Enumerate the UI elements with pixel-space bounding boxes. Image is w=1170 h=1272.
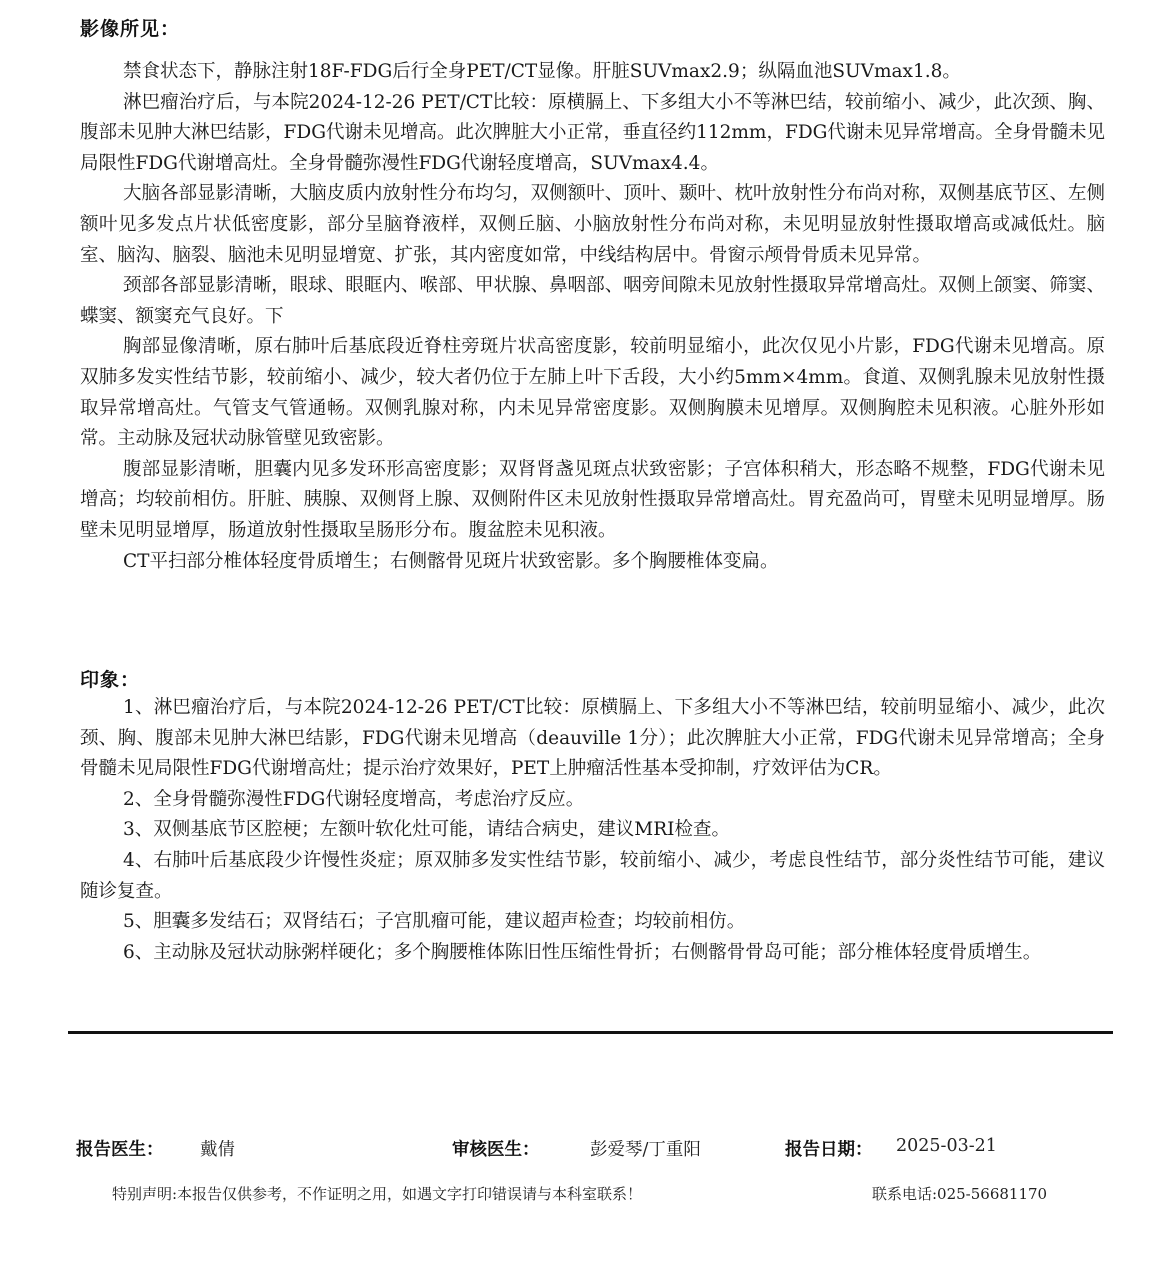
findings-section xyxy=(80,57,1105,577)
impression-item: 4、右肺叶后基底段少许慢性炎症；原双肺多发实性结节影，较前缩小、减少，考虑良性结节，部分炎性结节可能，建议随诊复查。 xyxy=(80,849,1105,902)
impression-heading: 印象： xyxy=(80,669,141,691)
findings-paragraph: 大脑各部显影清晰，大脑皮质内放射性分布均匀，双侧额叶、顶叶、颞叶、枕叶放射性分布尚对称，双侧基底节区、左侧额叶见多发点片状低密度影，部分呈脑脊液样，双侧丘脑、小脑放射性分布尚对称，未见明显放射性摄取增高或减低灶。脑室、脑沟、脑裂、脑池未见明显增宽、扩张，其内密度如常，中线结构居中。骨窗示颅骨骨质未见异常。 xyxy=(80,183,1105,266)
report-doctor-name: 戴倩 xyxy=(200,1140,235,1160)
findings-paragraph: 颈部各部显影清晰，眼球、眼眶内、喉部、甲状腺、鼻咽部、咽旁间隙未见放射性摄取异常增高灶。双侧上颌窦、筛窦、蝶窦、额窦充气良好。下 xyxy=(80,275,1105,327)
findings-heading: 影像所见： xyxy=(80,18,181,40)
impression-item: 6、主动脉及冠状动脉粥样硬化；多个胸腰椎体陈旧性压缩性骨折；右侧髂骨骨岛可能；部分椎体轻度骨质增生。 xyxy=(123,941,1042,963)
findings-paragraph: 腹部显影清晰，胆囊内见多发环形高密度影；双肾肾盏见斑点状致密影；子宫体积稍大，形态略不规整，FDG代谢未见增高；均较前相仿。肝脏、胰腺、双侧肾上腺、双侧附件区未见放射性摄取异常增高灶。胃充盈尚可，胃壁未见明显增厚。肠壁未见明显增厚，肠道放射性摄取呈肠形分布。腹盆腔未见积液。 xyxy=(80,458,1105,541)
findings-paragraph: 胸部显像清晰，原右肺叶后基底段近脊柱旁斑片状高密度影，较前明显缩小，此次仅见小片影，FDG代谢未见增高。原双肺多发实性结节影，较前缩小、减少，较大者仍位于左肺上叶下舌段，大小约5mm×4mm。食道、双侧乳腺未见放射性摄取异常增高灶。气管支气管通畅。双侧乳腺对称，内未见异常密度影。双侧胸膜未见增厚。双侧胸腔未见积液。心脏外形如常。主动脉及冠状动脉管壁见致密影。 xyxy=(80,336,1105,450)
impression-section xyxy=(80,693,1105,968)
review-doctor-label: 审核医生： xyxy=(452,1140,540,1160)
findings-paragraph: 禁食状态下，静脉注射18F-FDG后行全身PET/CT显像。肝脏SUVmax2.9；纵隔血池SUVmax1.8。 xyxy=(123,61,961,82)
review-doctor-name: 彭爱琴/丁重阳 xyxy=(590,1140,701,1160)
findings-paragraph: 淋巴瘤治疗后，与本院2024-12-26 PET/CT比较：原横膈上、下多组大小不等淋巴结，较前缩小、减少，此次颈、胸、腹部未见肿大淋巴结影，FDG代谢未见增高。此次脾脏大小正常，垂直径约112mm，FDG代谢未见异常增高。全身骨髓未见局限性FDG代谢增高灶。全身骨髓弥漫性FDG代谢轻度增高，SUVmax4.4。 xyxy=(80,91,1105,174)
report-date-label: 报告日期： xyxy=(785,1140,873,1160)
impression-item: 2、全身骨髓弥漫性FDG代谢轻度增高，考虑治疗反应。 xyxy=(123,788,585,810)
impression-item: 1、淋巴瘤治疗后，与本院2024-12-26 PET/CT比较：原横膈上、下多组大小不等淋巴结，较前明显缩小、减少，此次颈、胸、腹部未见肿大淋巴结影，FDG代谢未见增高（deauville 1分）；此次脾脏大小正常，FDG代谢未见异常增高；全身骨髓未见局限性FDG代谢增高灶；提示治疗效果好，PET上肿瘤活性基本受抑制，疗效评估为CR。 xyxy=(80,697,1105,780)
report-date-value: 2025-03-21 xyxy=(896,1136,997,1156)
contact-phone: 联系电话:025-56681170 xyxy=(872,1185,1048,1203)
impression-item: 3、双侧基底节区腔梗；左额叶软化灶可能，请结合病史，建议MRI检查。 xyxy=(123,819,730,841)
impression-item: 5、胆囊多发结石；双肾结石；子宫肌瘤可能，建议超声检查；均较前相仿。 xyxy=(123,911,746,933)
disclaimer-note: 特别声明:本报告仅供参考，不作证明之用，如遇文字打印错误请与本科室联系！ xyxy=(112,1185,643,1203)
report-doctor-label: 报告医生： xyxy=(76,1140,164,1160)
section-divider xyxy=(68,1031,1113,1034)
findings-paragraph: CT平扫部分椎体轻度骨质增生；右侧髂骨见斑片状致密影。多个胸腰椎体变扁。 xyxy=(123,550,779,572)
